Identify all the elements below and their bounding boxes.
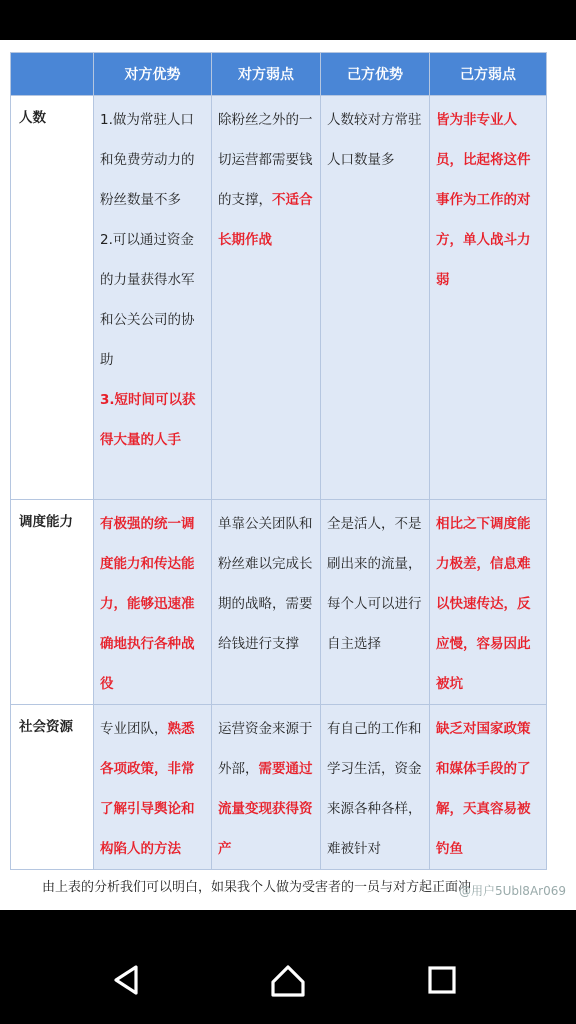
table-row — [11, 705, 547, 870]
recents-icon — [422, 960, 462, 1000]
table-cell — [94, 500, 212, 705]
row-label: 调度能力 — [11, 500, 94, 705]
watermark: @用户5Ubl8Ar069 — [458, 884, 566, 898]
table-cell — [212, 705, 321, 870]
cell-text: 2.可以通过资金的力量获得水军和公关公司的协助 — [100, 232, 195, 368]
navigation-bar — [0, 910, 576, 1024]
image-viewer-content — [0, 40, 576, 910]
table-cell — [94, 705, 212, 870]
table-cell — [212, 500, 321, 705]
cell-text: 全是活人，不是刷出来的流量，每个人可以进行自主选择 — [327, 516, 422, 652]
table-cell — [430, 500, 547, 705]
cell-text-highlight: 需要通过流量变现获得资产 — [218, 761, 313, 857]
comparison-table — [10, 52, 547, 870]
back-button[interactable] — [108, 960, 148, 1000]
header-opponent-weaknesses: 对方弱点 — [212, 53, 321, 96]
table-row — [11, 96, 547, 500]
row-label: 人数 — [11, 96, 94, 500]
cell-text: 1.做为常驻人口和免费劳动力的粉丝数量不多 — [100, 112, 195, 208]
cell-text-highlight: 缺乏对国家政策和媒体手段的了解，天真容易被钓鱼 — [436, 721, 531, 857]
table-row — [11, 500, 547, 705]
cell-text: 专业团队， — [100, 721, 168, 737]
cell-text-highlight: 不适合长期作战 — [218, 192, 313, 248]
header-our-weaknesses: 己方弱点 — [430, 53, 547, 96]
cell-text-highlight: 3.短时间可以获得大量的人手 — [100, 392, 196, 448]
cell-text-highlight: 相比之下调度能力极差，信息难以快速传达，反应慢，容易因此被坑 — [436, 516, 531, 692]
back-icon — [108, 960, 148, 1000]
cell-text: 有自己的工作和学习生活，资金来源各种各样，难被针对 — [327, 721, 422, 857]
table-header-row — [11, 53, 547, 96]
home-button[interactable] — [268, 960, 308, 1000]
table-cell — [321, 500, 430, 705]
table-cell — [94, 96, 212, 500]
header-corner — [11, 53, 94, 96]
cell-text: 除粉丝之外的一切运营都需要钱的支撑， — [218, 112, 313, 208]
cell-text-highlight: 有极强的统一调度能力和传达能力，能够迅速准确地执行各种战役 — [100, 516, 195, 692]
table-cell — [321, 96, 430, 500]
table-cell — [430, 705, 547, 870]
cell-text-highlight: 皆为非专业人员，比起将这件事作为工作的对方，单人战斗力弱 — [436, 112, 531, 288]
table-cell — [321, 705, 430, 870]
home-icon — [268, 960, 308, 1000]
row-label: 社会资源 — [11, 705, 94, 870]
table-cell — [430, 96, 547, 500]
table-cell — [212, 96, 321, 500]
cell-text: 单靠公关团队和粉丝难以完成长期的战略，需要给钱进行支撑 — [218, 516, 313, 652]
cell-text-highlight: 熟悉各项政策，非常了解引导舆论和构陷人的方法 — [100, 721, 195, 857]
cell-text: 人数较对方常驻人口数量多 — [327, 112, 422, 168]
recents-button[interactable] — [422, 960, 462, 1000]
header-opponent-strengths: 对方优势 — [94, 53, 212, 96]
header-our-strengths: 己方优势 — [321, 53, 430, 96]
caption-text: 由上表的分析我们可以明白，如果我个人做为受害者的一员与对方起正面冲 — [42, 880, 472, 895]
cell-text: 运营资金来源于外部， — [218, 721, 313, 777]
